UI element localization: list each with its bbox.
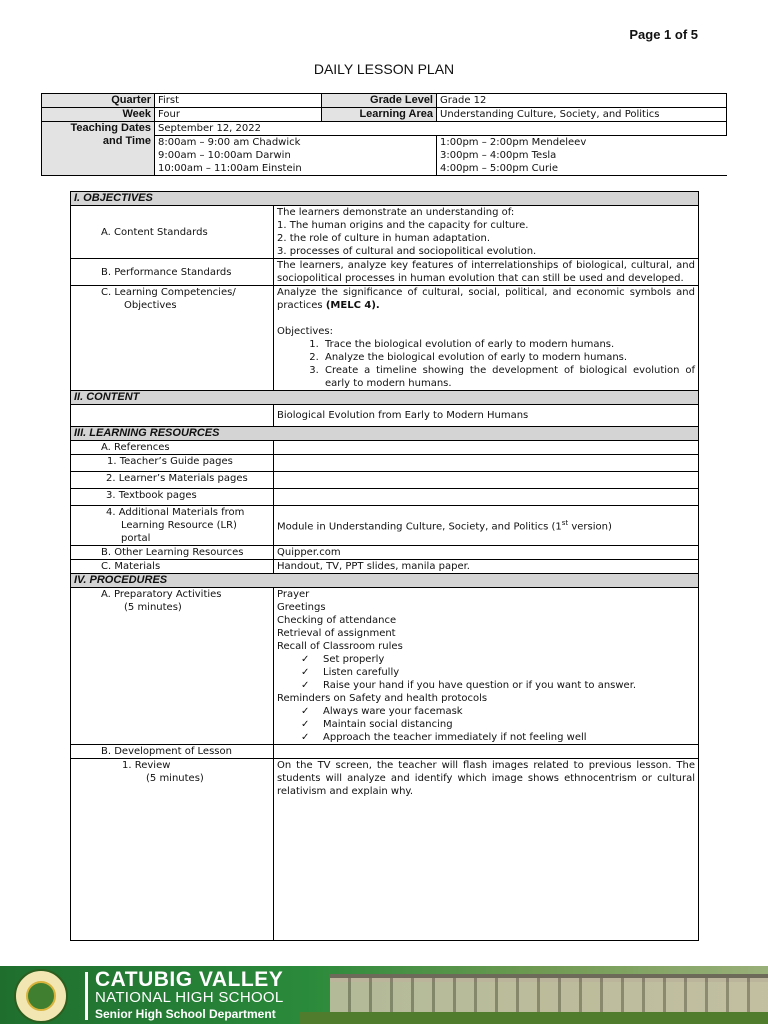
competency-text: Analyze the significance of cultural, social, political, and economic symbols and practices (277, 287, 695, 311)
content-standards-label (71, 206, 274, 259)
week-value: Four (155, 108, 322, 122)
procedures-heading: IV. PROCEDURES (71, 574, 699, 588)
lm-label-text: 2. Learner’s Materials pages (106, 473, 248, 484)
rule-text: Set properly (323, 654, 385, 665)
reminders-label: Reminders on Safety and health protocols (277, 693, 488, 704)
schedule-item: 4:00pm – 5:00pm Curie (440, 163, 558, 174)
school-name-line1: CATUBIG VALLEY (95, 968, 284, 991)
additional-materials-label (71, 506, 274, 546)
teaching-dates-label-line1: Teaching Dates (70, 122, 151, 134)
check-icon: ✓ (301, 706, 310, 717)
textbook-value (274, 489, 699, 506)
materials-label-text: C. Materials (101, 561, 161, 572)
reminder-item (277, 718, 695, 731)
preparatory-value (274, 588, 699, 745)
schedule-item: 10:00am – 11:00am Einstein (158, 163, 302, 174)
week-label: Week (42, 108, 155, 122)
reminder-text: Always ware your facemask (323, 706, 463, 717)
materials-label (71, 560, 274, 574)
prep-item: Checking of attendance (277, 615, 397, 626)
objective-item: 3. Create a timeline showing the development of biological evolution of early to modern humans. (322, 364, 695, 390)
objectives-heading: I. OBJECTIVES (71, 192, 699, 206)
performance-standards-label (71, 259, 274, 286)
preparatory-label-line1: A. Preparatory Activities (101, 589, 222, 600)
development-value (274, 745, 699, 759)
prep-item: Recall of Classroom rules (277, 641, 403, 652)
header-table (41, 93, 727, 176)
reminder-text: Maintain social distancing (323, 719, 453, 730)
rule-text: Listen carefully (323, 667, 400, 678)
objectives-list (277, 338, 695, 390)
teaching-dates-label (42, 122, 155, 176)
schedule-item: 3:00pm – 4:00pm Tesla (440, 150, 557, 161)
objectives-label: Objectives: (277, 326, 333, 337)
rule-item (277, 666, 695, 679)
schedule-item: 8:00am – 9:00 am Chadwick (158, 137, 301, 148)
references-label (71, 441, 274, 455)
references-label-text: A. References (101, 442, 170, 453)
review-label-line1: 1. Review (122, 760, 171, 771)
competencies-label-line2: Objectives (124, 300, 177, 311)
textbook-label-text: 3. Textbook pages (106, 490, 197, 501)
prep-item: Retrieval of assignment (277, 628, 396, 639)
review-label (71, 759, 274, 941)
references-value (274, 441, 699, 455)
tg-label-text: 1. Teacher’s Guide pages (107, 456, 233, 467)
prep-item: Prayer (277, 589, 310, 600)
content-topic: Biological Evolution from Early to Modern Humans (274, 405, 699, 427)
competency-code: (MELC 4). (325, 300, 380, 311)
grass-strip (300, 1012, 768, 1024)
objective-item: 1. Trace the biological evolution of early to modern humans. (322, 338, 695, 351)
schedule-left (155, 136, 437, 176)
rule-text: Raise your hand if you have question or if you want to answer. (323, 680, 637, 691)
page-number: Page 1 of 5 (629, 27, 698, 42)
additional-value-text: Module in Understanding Culture, Society, and Politics (1 (277, 521, 562, 533)
reminder-text: Approach the teacher immediately if not feeling well (323, 732, 587, 743)
teaching-date-value: September 12, 2022 (155, 122, 727, 136)
additional-materials-value (274, 506, 699, 546)
tg-label (71, 455, 274, 472)
performance-standards-label-text: B. Performance Standards (101, 266, 232, 278)
reminder-item (277, 705, 695, 718)
lm-value (274, 472, 699, 489)
check-icon: ✓ (301, 732, 310, 743)
content-empty-cell (71, 405, 274, 427)
development-label-text: B. Development of Lesson (101, 746, 232, 757)
check-icon: ✓ (301, 719, 310, 730)
rule-item (277, 679, 695, 692)
grade-level-value: Grade 12 (437, 94, 727, 108)
additional-value-sup: st (561, 519, 569, 528)
development-label (71, 745, 274, 759)
content-standards-line: 2. the role of culture in human adaptation. (277, 233, 491, 244)
additional-value-suffix: version) (568, 521, 612, 533)
materials-value: Handout, TV, PPT slides, manila paper. (274, 560, 699, 574)
learning-area-label: Learning Area (322, 108, 437, 122)
content-standards-value (274, 206, 699, 259)
review-value: On the TV screen, the teacher will flash images related to previous lesson. The students will analyze and identify which image shows ethnocentrism or cultural relativism and explain why. (274, 759, 699, 941)
content-standards-line: The learners demonstrate an understanding of: (277, 207, 515, 218)
school-seal-icon (14, 969, 68, 1023)
rule-item (277, 653, 695, 666)
quarter-label: Quarter (42, 94, 155, 108)
competencies-value (274, 286, 699, 391)
content-standards-label-text: A. Content Standards (101, 226, 208, 238)
check-icon: ✓ (301, 680, 310, 691)
school-department: Senior High School Department (95, 1007, 276, 1021)
competency-statement (277, 286, 695, 312)
additional-label-line1: 4. Additional Materials from (106, 507, 245, 518)
page-title: DAILY LESSON PLAN (313, 61, 455, 77)
grade-level-label: Grade Level (322, 94, 437, 108)
additional-label-line3: portal (121, 533, 151, 544)
review-label-line2: (5 minutes) (146, 773, 204, 784)
school-footer-banner (0, 966, 768, 1024)
additional-label-line2: Learning Resource (LR) (121, 520, 237, 531)
learning-area-value: Understanding Culture, Society, and Politics (437, 108, 727, 122)
other-resources-label (71, 546, 274, 560)
tg-value (274, 455, 699, 472)
resources-heading: III. LEARNING RESOURCES (71, 427, 699, 441)
lesson-plan-table (70, 191, 699, 941)
schedule-right (437, 136, 727, 176)
reminder-item (277, 731, 695, 744)
other-resources-value: Quipper.com (274, 546, 699, 560)
school-name-line2: NATIONAL HIGH SCHOOL (95, 989, 284, 1006)
competencies-label (71, 286, 274, 391)
performance-standards-value: The learners, analyze key features of interrelationships of biological, cultural, and sociopolitical processes in human evolution that can still be used and developed. (274, 259, 699, 286)
other-resources-label-text: B. Other Learning Resources (101, 547, 244, 558)
preparatory-label-line2: (5 minutes) (124, 602, 182, 613)
quarter-value: First (155, 94, 322, 108)
content-heading: II. CONTENT (71, 391, 699, 405)
teaching-dates-label-line2: and Time (102, 135, 151, 147)
competencies-label-line1: C. Learning Competencies/ (101, 287, 236, 298)
content-standards-line: 1. The human origins and the capacity for culture. (277, 220, 529, 231)
schedule-item: 1:00pm – 2:00pm Mendeleev (440, 137, 587, 148)
textbook-label (71, 489, 274, 506)
check-icon: ✓ (301, 654, 310, 665)
lm-label (71, 472, 274, 489)
objective-item: 2. Analyze the biological evolution of early to modern humans. (322, 351, 695, 364)
schedule-item: 9:00am – 10:00am Darwin (158, 150, 291, 161)
content-standards-line: 3. processes of cultural and sociopolitical evolution. (277, 246, 537, 257)
footer-divider (85, 972, 88, 1020)
preparatory-label (71, 588, 274, 745)
check-icon: ✓ (301, 667, 310, 678)
prep-item: Greetings (277, 602, 326, 613)
